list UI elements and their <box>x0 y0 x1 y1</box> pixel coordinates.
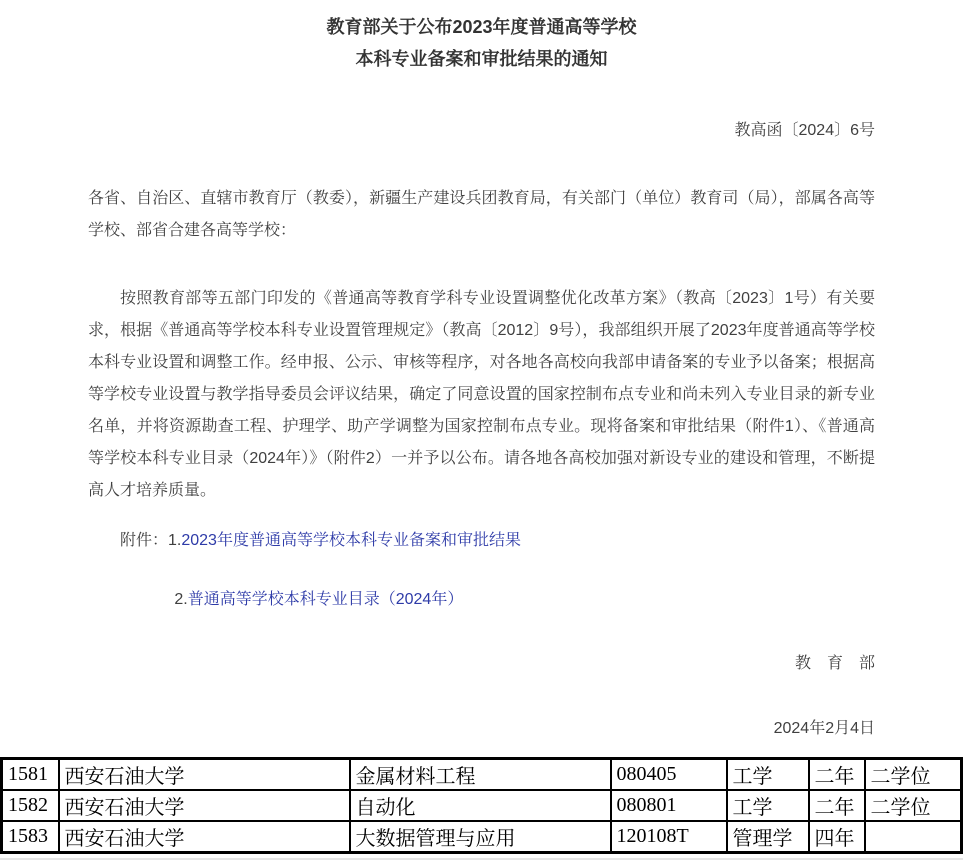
table-cell-degree: 二学位 <box>865 790 962 821</box>
table-cell-degree: 二学位 <box>865 759 962 791</box>
title-line-1: 教育部关于公布2023年度普通高等学校 <box>326 17 637 37</box>
table-cell-serial: 1582 <box>2 790 59 821</box>
table-cell-code: 080405 <box>611 759 727 791</box>
table-cell-years: 二年 <box>809 790 865 821</box>
table-cell-major: 大数据管理与应用 <box>350 821 611 853</box>
table-row <box>2 790 962 821</box>
table-cell-discipline: 工学 <box>727 790 809 821</box>
table-cell-years: 四年 <box>809 821 865 853</box>
table-cell-serial: 1581 <box>2 759 59 791</box>
table-cell-degree <box>865 821 962 853</box>
table-cell-major: 金属材料工程 <box>350 759 611 791</box>
page-title <box>88 11 875 75</box>
attachment-line-2 <box>88 588 875 612</box>
attachment-1-link[interactable]: 2023年度普通高等学校本科专业备案和审批结果 <box>181 532 521 549</box>
table-cell-discipline: 管理学 <box>727 821 809 853</box>
table-row <box>2 759 962 791</box>
attachment-line-1 <box>88 529 875 553</box>
program-result-table <box>0 757 963 854</box>
table-cell-code: 080801 <box>611 790 727 821</box>
attachment-2-number: 2. <box>174 591 188 608</box>
table-cell-code: 120108T <box>611 821 727 853</box>
title-line-2: 本科专业备案和审批结果的通知 <box>355 49 608 69</box>
table-cell-serial: 1583 <box>2 821 59 853</box>
body-paragraph: 按照教育部等五部门印发的《普通高等教育学科专业设置调整优化改革方案》（教高〔2023〕1号）有关要求，根据《普通高等学校本科专业设置管理规定》（教高〔2012〕9号），我部组织开展了2023年度普通高等学校本科专业设置和调整工作。经申报、公示、审核等程序，对各地各高校向我部申请备案的专业予以备案；根据高等学校专业设置与教学指导委员会评议结果，确定了同意设置的国家控制布点专业和尚未列入专业目录的新专业名单，并将资源勘查工程、护理学、助产学调整为国家控制布点专业。现将备案和审批结果（附件1）、《普通高等学校本科专业目录（2024年）》（附件2）一并予以公布。请各地各高校加强对新设专业的建设和管理，不断提高人才培养质量。 <box>88 290 875 499</box>
table-cell-major: 自动化 <box>350 790 611 821</box>
document-number: 教高函〔2024〕6号 <box>734 122 875 139</box>
table-cell-years: 二年 <box>809 759 865 791</box>
table-row <box>2 821 962 853</box>
table-cell-university: 西安石油大学 <box>59 759 350 791</box>
table-cell-university: 西安石油大学 <box>59 790 350 821</box>
attachment-2-link[interactable]: 普通高等学校本科专业目录（2024年） <box>187 591 464 608</box>
signer: 教 育 部 <box>794 655 875 672</box>
document-date: 2024年2月4日 <box>773 720 875 737</box>
attachments-label: 附件： <box>120 532 169 549</box>
table-cell-discipline: 工学 <box>727 759 809 791</box>
salutation: 各省、自治区、直辖市教育厅（教委），新疆生产建设兵团教育局，有关部门（单位）教育司（局），部属各高等学校、部省合建各高等学校： <box>88 190 875 239</box>
table-cell-university: 西安石油大学 <box>59 821 350 853</box>
attachment-1-number: 1. <box>168 532 182 549</box>
